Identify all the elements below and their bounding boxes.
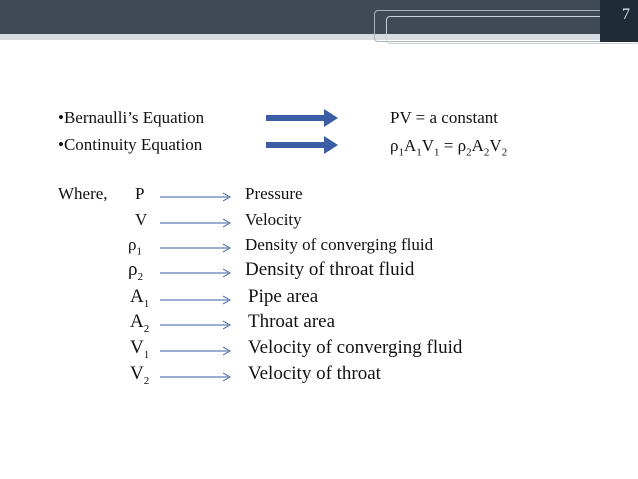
definition-text: Velocity of converging fluid (248, 337, 463, 358)
arrow-right-icon (160, 295, 232, 305)
arrow-right-icon (160, 372, 232, 382)
arrow-right-icon (160, 243, 232, 253)
definition-symbol: V (135, 210, 148, 229)
arrow-right-icon (266, 109, 338, 127)
page-number-tab (600, 0, 638, 42)
where-label: Where, (58, 184, 108, 203)
page-number: 7 (622, 6, 630, 23)
bernoulli-formula: PV = a constant (390, 108, 498, 127)
arrow-right-icon (160, 346, 232, 356)
definition-symbol: $\rho_2$ (128, 259, 143, 283)
definition-symbol: $V_1$ (130, 337, 150, 361)
bernoulli-label: •Bernaulli’s Equation (58, 108, 205, 127)
continuity-label: •Continuity Equation (58, 135, 203, 154)
definition-text: Velocity of throat (248, 363, 381, 384)
definition-symbol: $\rho_1$ (128, 235, 142, 258)
arrow-right-icon (160, 268, 232, 278)
arrow-right-icon (160, 218, 232, 228)
arrow-right-icon (160, 192, 232, 202)
arrow-right-icon (160, 320, 232, 330)
definition-symbol: $A_1$ (130, 286, 150, 310)
definition-symbol: $A_2$ (130, 311, 150, 335)
definition-text: Density of converging fluid (245, 235, 434, 254)
definition-text: Pressure (245, 184, 303, 203)
definition-symbol: $V_2$ (130, 363, 150, 387)
continuity-formula: $\rho_1A_1V_1 = \rho_2A_2V_2$ (390, 136, 508, 159)
definition-text: Pipe area (248, 286, 319, 307)
definition-text: Velocity (245, 210, 302, 229)
definition-text: Throat area (248, 311, 336, 332)
arrow-right-icon (266, 136, 338, 154)
definition-text: Density of throat fluid (245, 259, 415, 280)
definition-symbol: P (135, 184, 145, 203)
